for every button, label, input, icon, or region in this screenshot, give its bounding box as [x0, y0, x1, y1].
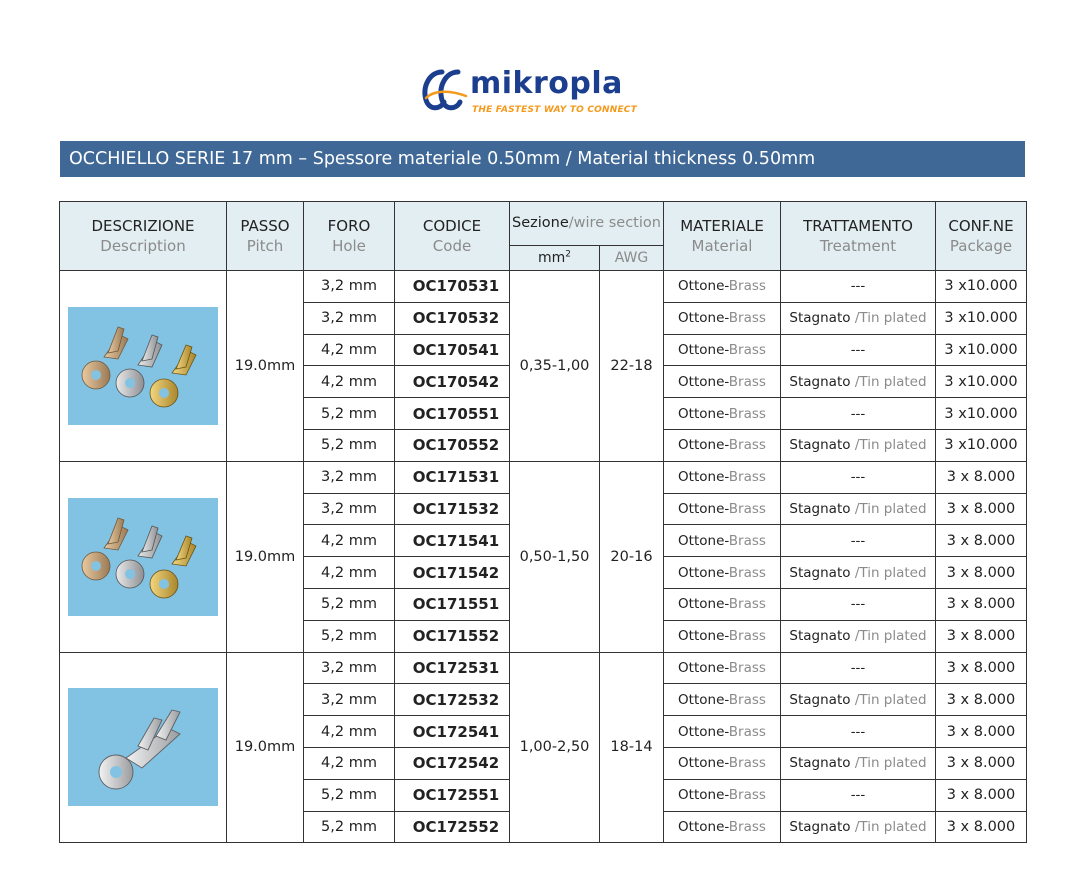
- material-cell: Ottone-Brass: [664, 588, 781, 620]
- brand-name: mikropla: [470, 66, 623, 101]
- code-cell: OC171532: [395, 493, 510, 525]
- material-cell: Ottone-Brass: [664, 398, 781, 430]
- package-cell: 3 x 8.000: [936, 620, 1027, 652]
- code-cell: OC171541: [395, 525, 510, 557]
- header-package: CONF.NE Package: [936, 202, 1027, 271]
- code-cell: OC170541: [395, 334, 510, 366]
- header-pitch: PASSO Pitch: [227, 202, 304, 271]
- code-cell: OC172541: [395, 716, 510, 748]
- hole-cell: 4,2 mm: [304, 716, 395, 748]
- header-treatment: TRATTAMENTO Treatment: [781, 202, 936, 271]
- code-cell: OC171542: [395, 557, 510, 589]
- hole-cell: 3,2 mm: [304, 461, 395, 493]
- hole-cell: 5,2 mm: [304, 779, 395, 811]
- treatment-cell: Stagnato /Tin plated: [781, 747, 936, 779]
- hole-cell: 4,2 mm: [304, 525, 395, 557]
- code-cell: OC172551: [395, 779, 510, 811]
- page-title: OCCHIELLO SERIE 17 mm – Spessore materiale 0.50mm / Material thickness 0.50mm: [60, 141, 1025, 177]
- mm2-cell: 1,00-2,50: [510, 652, 600, 843]
- header-code: CODICE Code: [395, 202, 510, 271]
- package-cell: 3 x10.000: [936, 429, 1027, 461]
- material-cell: Ottone-Brass: [664, 429, 781, 461]
- mm2-cell: 0,50-1,50: [510, 461, 600, 652]
- hole-cell: 3,2 mm: [304, 271, 395, 303]
- brand-logo: [420, 66, 660, 122]
- product-photo-cell: [60, 461, 227, 652]
- header-hole: FORO Hole: [304, 202, 395, 271]
- code-cell: OC172542: [395, 747, 510, 779]
- package-cell: 3 x 8.000: [936, 588, 1027, 620]
- photo-three-ring-terminals-icon: [68, 498, 218, 616]
- material-cell: Ottone-Brass: [664, 747, 781, 779]
- code-cell: OC170542: [395, 366, 510, 398]
- treatment-cell: ---: [781, 525, 936, 557]
- material-cell: Ottone-Brass: [664, 684, 781, 716]
- material-cell: Ottone-Brass: [664, 366, 781, 398]
- package-cell: 3 x 8.000: [936, 811, 1027, 843]
- package-cell: 3 x 8.000: [936, 461, 1027, 493]
- mm2-cell: 0,35-1,00: [510, 271, 600, 462]
- treatment-cell: Stagnato /Tin plated: [781, 557, 936, 589]
- code-cell: OC170532: [395, 302, 510, 334]
- hole-cell: 5,2 mm: [304, 398, 395, 430]
- code-cell: OC170551: [395, 398, 510, 430]
- material-cell: Ottone-Brass: [664, 716, 781, 748]
- hole-cell: 4,2 mm: [304, 747, 395, 779]
- header-mm2: $mm^2$: [510, 246, 600, 271]
- material-cell: Ottone-Brass: [664, 620, 781, 652]
- treatment-cell: ---: [781, 716, 936, 748]
- treatment-cell: Stagnato /Tin plated: [781, 620, 936, 652]
- treatment-cell: Stagnato /Tin plated: [781, 684, 936, 716]
- material-cell: Ottone-Brass: [664, 811, 781, 843]
- treatment-cell: ---: [781, 652, 936, 684]
- treatment-cell: Stagnato /Tin plated: [781, 493, 936, 525]
- treatment-cell: Stagnato /Tin plated: [781, 429, 936, 461]
- table-row: [60, 461, 1027, 493]
- package-cell: 3 x10.000: [936, 271, 1027, 303]
- material-cell: Ottone-Brass: [664, 779, 781, 811]
- treatment-cell: ---: [781, 779, 936, 811]
- treatment-cell: ---: [781, 398, 936, 430]
- hole-cell: 3,2 mm: [304, 493, 395, 525]
- code-cell: OC171551: [395, 588, 510, 620]
- code-cell: OC171552: [395, 620, 510, 652]
- treatment-cell: ---: [781, 271, 936, 303]
- product-table-body: [60, 271, 1027, 843]
- hole-cell: 5,2 mm: [304, 811, 395, 843]
- package-cell: 3 x 8.000: [936, 557, 1027, 589]
- material-cell: Ottone-Brass: [664, 461, 781, 493]
- hole-cell: 5,2 mm: [304, 620, 395, 652]
- hole-cell: 4,2 mm: [304, 366, 395, 398]
- material-cell: Ottone-Brass: [664, 493, 781, 525]
- treatment-cell: Stagnato /Tin plated: [781, 811, 936, 843]
- material-cell: Ottone-Brass: [664, 271, 781, 303]
- material-cell: Ottone-Brass: [664, 557, 781, 589]
- hole-cell: 5,2 mm: [304, 429, 395, 461]
- material-cell: Ottone-Brass: [664, 334, 781, 366]
- hole-cell: 3,2 mm: [304, 684, 395, 716]
- awg-cell: 22-18: [600, 271, 664, 462]
- hole-cell: 4,2 mm: [304, 334, 395, 366]
- code-cell: OC170531: [395, 271, 510, 303]
- treatment-cell: ---: [781, 461, 936, 493]
- package-cell: 3 x 8.000: [936, 525, 1027, 557]
- package-cell: 3 x10.000: [936, 366, 1027, 398]
- product-photo-cell: [60, 271, 227, 462]
- code-cell: OC170552: [395, 429, 510, 461]
- material-cell: Ottone-Brass: [664, 302, 781, 334]
- header-wire-section: Sezione/wire section: [510, 202, 664, 246]
- package-cell: 3 x 8.000: [936, 652, 1027, 684]
- header-material: MATERIALE Material: [664, 202, 781, 271]
- hole-cell: 3,2 mm: [304, 652, 395, 684]
- package-cell: 3 x 8.000: [936, 716, 1027, 748]
- treatment-cell: Stagnato /Tin plated: [781, 366, 936, 398]
- package-cell: 3 x10.000: [936, 334, 1027, 366]
- photo-three-ring-terminals-icon: [68, 307, 218, 425]
- treatment-cell: ---: [781, 588, 936, 620]
- package-cell: 3 x10.000: [936, 302, 1027, 334]
- code-cell: OC171531: [395, 461, 510, 493]
- header-description: DESCRIZIONE Description: [60, 202, 227, 271]
- package-cell: 3 x 8.000: [936, 684, 1027, 716]
- hole-cell: 4,2 mm: [304, 557, 395, 589]
- mikropla-logo-mark-icon: [420, 68, 472, 114]
- table-row: [60, 652, 1027, 684]
- code-cell: OC172532: [395, 684, 510, 716]
- product-photo-cell: [60, 652, 227, 843]
- pitch-cell: 19.0mm: [227, 652, 304, 843]
- brand-tagline: THE FASTEST WAY TO CONNECT: [472, 105, 637, 115]
- header-awg: AWG: [600, 246, 664, 271]
- material-cell: Ottone-Brass: [664, 652, 781, 684]
- awg-cell: 20-16: [600, 461, 664, 652]
- product-table: [59, 201, 1027, 843]
- package-cell: 3 x 8.000: [936, 747, 1027, 779]
- treatment-cell: ---: [781, 334, 936, 366]
- pitch-cell: 19.0mm: [227, 461, 304, 652]
- pitch-cell: 19.0mm: [227, 271, 304, 462]
- material-cell: Ottone-Brass: [664, 525, 781, 557]
- treatment-cell: Stagnato /Tin plated: [781, 302, 936, 334]
- package-cell: 3 x 8.000: [936, 493, 1027, 525]
- package-cell: 3 x10.000: [936, 398, 1027, 430]
- hole-cell: 3,2 mm: [304, 302, 395, 334]
- awg-cell: 18-14: [600, 652, 664, 843]
- hole-cell: 5,2 mm: [304, 588, 395, 620]
- package-cell: 3 x 8.000: [936, 779, 1027, 811]
- photo-single-ring-terminal-icon: [68, 688, 218, 806]
- code-cell: OC172531: [395, 652, 510, 684]
- code-cell: OC172552: [395, 811, 510, 843]
- table-row: [60, 271, 1027, 303]
